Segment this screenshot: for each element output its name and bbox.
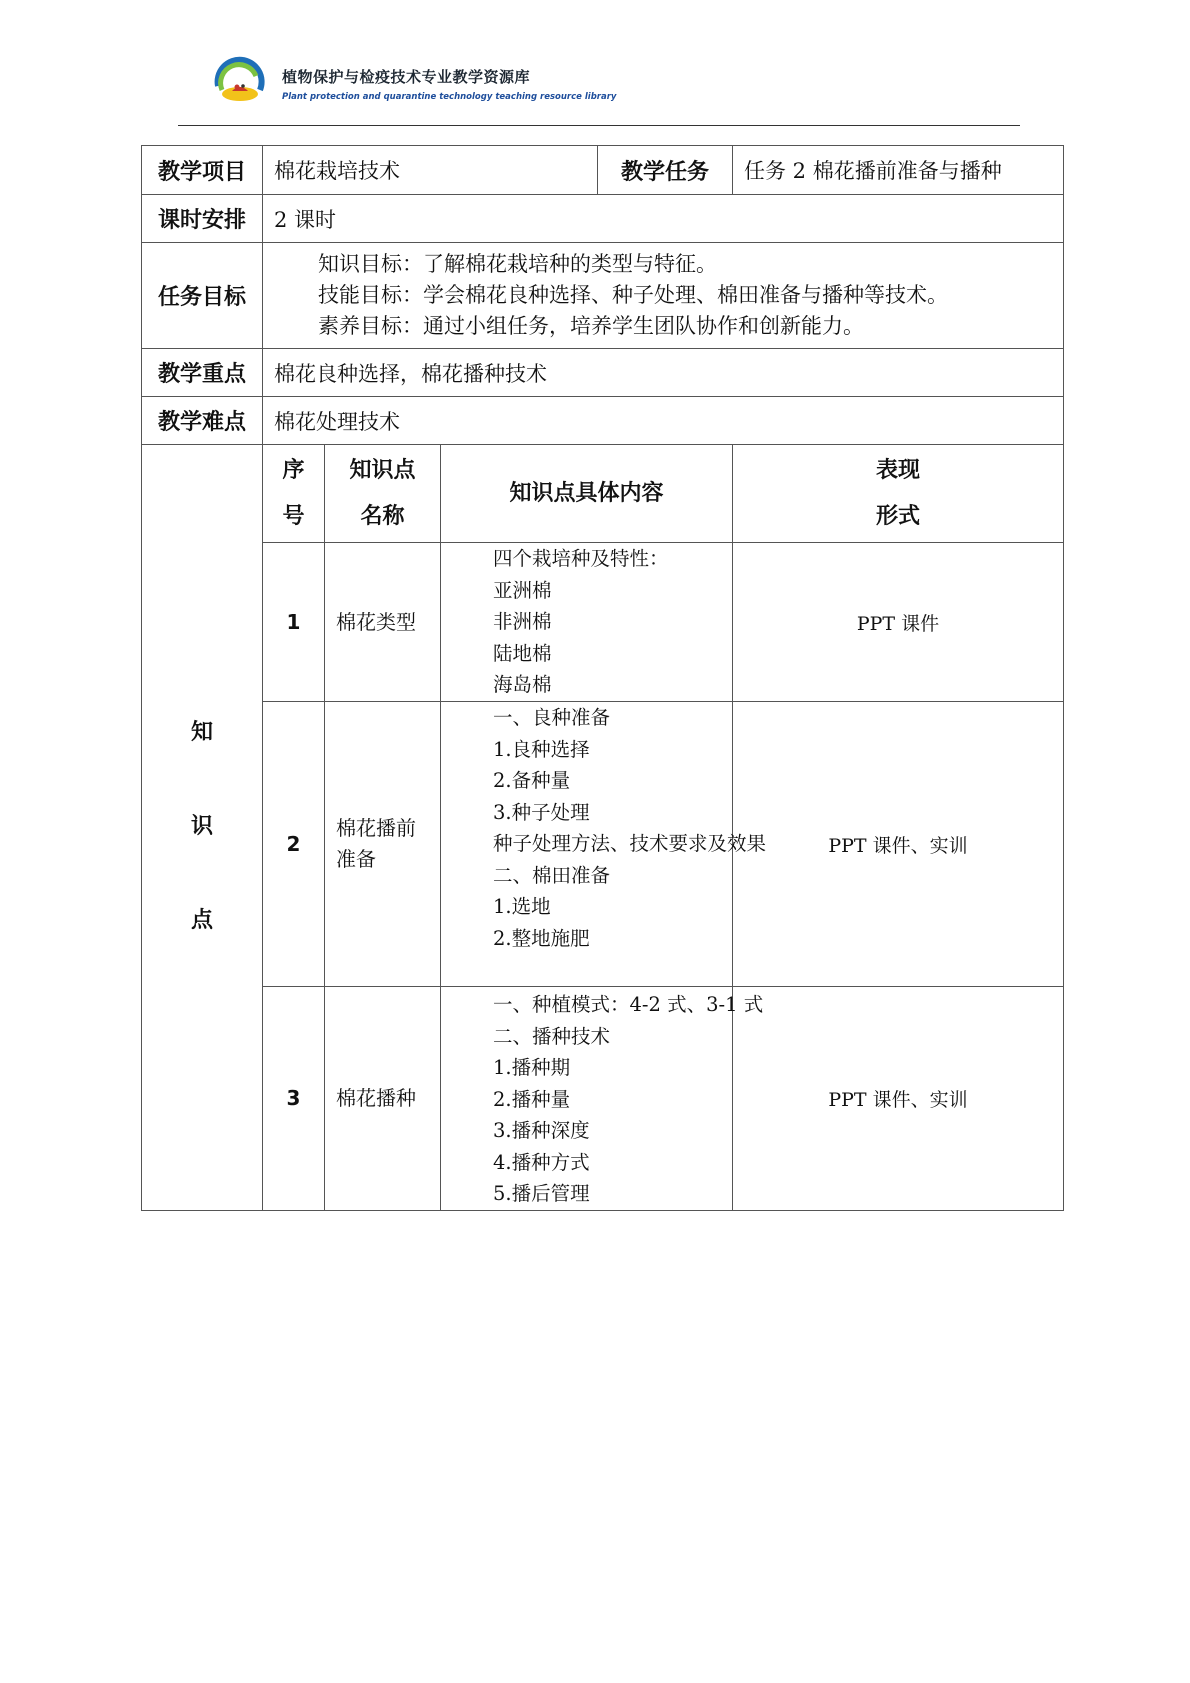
lesson-plan-table: [141, 145, 1064, 1211]
project-value: 棉花栽培技术: [263, 146, 598, 195]
goals-label: 任务目标: [142, 243, 263, 349]
task-value: 任务 2 棉花播前准备与播种: [733, 146, 1064, 195]
knowledge-side-label: 知 识 点: [142, 445, 263, 1211]
presentation-form: PPT 课件、实训: [733, 987, 1064, 1211]
difficult-points-row: [142, 397, 1064, 445]
header-divider: [178, 125, 1020, 126]
skill-goal: 技能目标：学会棉花良种选择、种子处理、棉田准备与播种等技术。: [318, 283, 948, 307]
knowledge-content: 一、种植模式：4-2 式、3-1 式 二、播种技术 1.播种期 2.播种量 3.播种深度 4.播种方式 5.播后管理: [441, 987, 733, 1211]
knowledge-content: 一、良种准备 1.良种选择 2.备种量 3.种子处理 种子处理方法、技术要求及效果 二、棉田准备 1.选地 2.整地施肥: [441, 702, 733, 987]
row-number: 3: [263, 987, 325, 1211]
table-row: [142, 987, 1064, 1211]
literacy-goal: 素养目标：通过小组任务，培养学生团队协作和创新能力。: [318, 314, 864, 338]
form-header: 表现 形式: [733, 445, 1064, 543]
goals-row: [142, 243, 1064, 349]
key-points-row: [142, 349, 1064, 397]
brand-title-en: Plant protection and quarantine technology teaching resource library: [282, 92, 617, 102]
knowledge-name: 棉花播前准备: [325, 702, 441, 987]
row-number: 2: [263, 702, 325, 987]
knowledge-goal: 知识目标：了解棉花栽培种的类型与特征。: [318, 252, 717, 276]
brand-title-cn: 植物保护与检疫技术专业教学资源库: [282, 68, 531, 86]
resource-library-logo-icon: [210, 56, 268, 108]
hours-row: [142, 195, 1064, 243]
knowledge-name: 棉花播种: [325, 987, 441, 1211]
presentation-form: PPT 课件: [733, 543, 1064, 702]
key-points-label: 教学重点: [142, 349, 263, 397]
name-header: 知识点 名称: [325, 445, 441, 543]
table-row: [142, 543, 1064, 702]
key-points-value: 棉花良种选择，棉花播种技术: [263, 349, 1064, 397]
difficult-points-label: 教学难点: [142, 397, 263, 445]
hours-value: 2 课时: [263, 195, 1064, 243]
project-label: 教学项目: [142, 146, 263, 195]
project-row: [142, 146, 1064, 195]
goals-list: [263, 243, 1064, 349]
knowledge-content: 四个栽培种及特性： 亚洲棉 非洲棉 陆地棉 海岛棉: [441, 543, 733, 702]
table-row: [142, 702, 1064, 987]
knowledge-name: 棉花类型: [325, 543, 441, 702]
presentation-form: PPT 课件、实训: [733, 702, 1064, 987]
row-number: 1: [263, 543, 325, 702]
content-header: 知识点具体内容: [441, 445, 733, 543]
difficult-points-value: 棉花处理技术: [263, 397, 1064, 445]
hours-label: 课时安排: [142, 195, 263, 243]
page-header: [210, 54, 710, 114]
seq-header: 序 号: [263, 445, 325, 543]
knowledge-header-row: [142, 445, 1064, 543]
task-label: 教学任务: [598, 146, 733, 195]
